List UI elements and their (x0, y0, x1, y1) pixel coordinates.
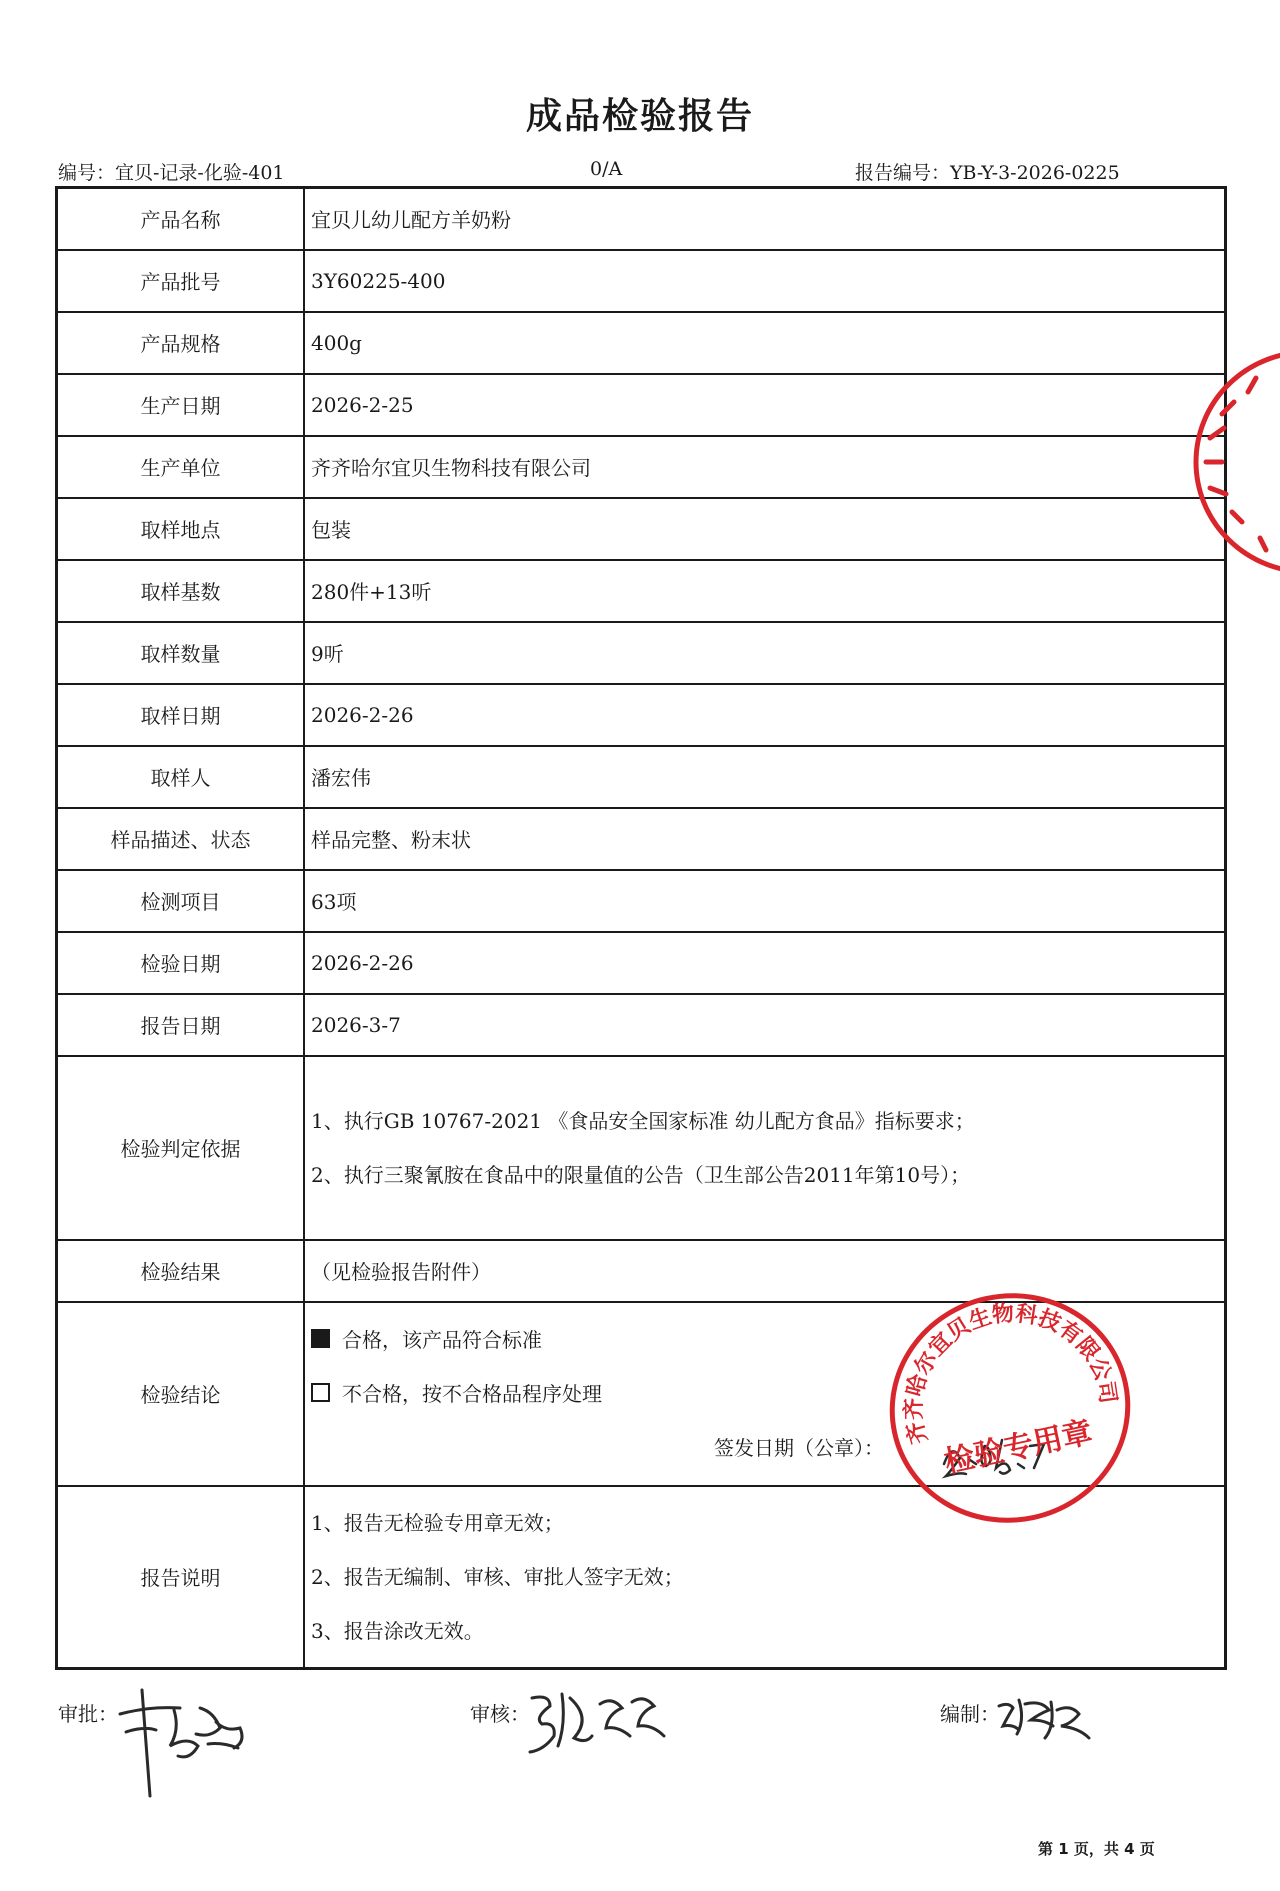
row-value: 2026-2-26 (304, 932, 1226, 994)
row-label: 生产单位 (57, 436, 305, 498)
table-row (57, 870, 1226, 932)
basis-item: 1、执行GB 10767-2021 《食品安全国家标准 幼儿配方食品》指标要求； (311, 1108, 975, 1133)
table-row (57, 932, 1226, 994)
table-row (57, 374, 1226, 436)
row-label: 产品规格 (57, 312, 305, 374)
version: 0/A (590, 158, 623, 180)
row-value: 2026-2-26 (304, 684, 1226, 746)
row-value: 63项 (304, 870, 1226, 932)
row-value: 样品完整、粉末状 (304, 808, 1226, 870)
table-row (57, 808, 1226, 870)
preparer-signature (995, 1690, 1105, 1750)
basis-item: 2、执行三聚氰胺在食品中的限量值的公告（卫生部公告2011年第10号）； (311, 1162, 971, 1187)
pass-checkbox (311, 1329, 330, 1348)
row-value: 400g (304, 312, 1226, 374)
stamp-purpose-text: 检验专用章 (941, 1414, 1096, 1481)
stamp-company-text: 齐齐哈尔宜贝生物科技有限公司 (901, 1301, 1121, 1447)
row-label: 报告日期 (57, 994, 305, 1056)
page-number: 第 1 页，共 4 页 (1038, 1840, 1155, 1858)
row-label: 取样日期 (57, 684, 305, 746)
table-row (57, 622, 1226, 684)
row-label: 取样数量 (57, 622, 305, 684)
row-label: 取样地点 (57, 498, 305, 560)
row-label: 生产日期 (57, 374, 305, 436)
approver-signature (112, 1680, 252, 1810)
conclusion-label: 检验结论 (57, 1302, 305, 1486)
note-item: 2、报告无编制、审核、审批人签字无效； (311, 1564, 684, 1589)
row-value: 包装 (304, 498, 1226, 560)
table-row (57, 436, 1226, 498)
table-row (57, 684, 1226, 746)
issue-date-label: 签发日期（公章）： (714, 1435, 884, 1460)
row-value: 齐齐哈尔宜贝生物科技有限公司 (304, 436, 1226, 498)
reviewer-signature (522, 1684, 682, 1764)
table-row (57, 188, 1226, 250)
table-row (57, 498, 1226, 560)
table-row (57, 312, 1226, 374)
basis-label: 检验判定依据 (57, 1056, 305, 1240)
row-label: 产品批号 (57, 250, 305, 312)
report-number: 报告编号：YB-Y-3-2026-0225 (855, 162, 1120, 184)
prepare-label: 编制： (940, 1702, 1000, 1726)
row-value: 9听 (304, 622, 1226, 684)
row-value: 宜贝儿幼儿配方羊奶粉 (304, 188, 1226, 250)
row-label: 取样人 (57, 746, 305, 808)
approve-label: 审批： (58, 1702, 118, 1726)
fail-checkbox (311, 1383, 330, 1402)
form-code: 编号：宜贝-记录-化验-401 (58, 162, 285, 184)
note-item: 3、报告涂改无效。 (311, 1618, 484, 1643)
row-value: 3Y60225-400 (304, 250, 1226, 312)
row-value: 潘宏伟 (304, 746, 1226, 808)
note-item: 1、报告无检验专用章无效； (311, 1510, 564, 1535)
row-label: 检测项目 (57, 870, 305, 932)
row-label: 样品描述、状态 (57, 808, 305, 870)
basis-value (304, 1056, 1226, 1240)
inspection-stamp (880, 1280, 1140, 1530)
table-row-basis (57, 1056, 1226, 1240)
row-value: 2026-3-7 (304, 994, 1226, 1056)
row-value: 2026-2-25 (304, 374, 1226, 436)
table-row (57, 250, 1226, 312)
pass-text: 合格，该产品符合标准 (342, 1327, 542, 1352)
row-label: 产品名称 (57, 188, 305, 250)
table-row (57, 994, 1226, 1056)
review-label: 审核： (470, 1702, 530, 1726)
row-value: 280件+13听 (304, 560, 1226, 622)
table-row (57, 746, 1226, 808)
edge-stamp (1188, 342, 1280, 582)
row-label: 取样基数 (57, 560, 305, 622)
report-title: 成品检验报告 (525, 96, 754, 137)
result-value: （见检验报告附件） (304, 1240, 1226, 1302)
notes-label: 报告说明 (57, 1486, 305, 1669)
fail-text: 不合格，按不合格品程序处理 (342, 1381, 602, 1406)
result-label: 检验结果 (57, 1240, 305, 1302)
row-label: 检验日期 (57, 932, 305, 994)
table-row (57, 560, 1226, 622)
